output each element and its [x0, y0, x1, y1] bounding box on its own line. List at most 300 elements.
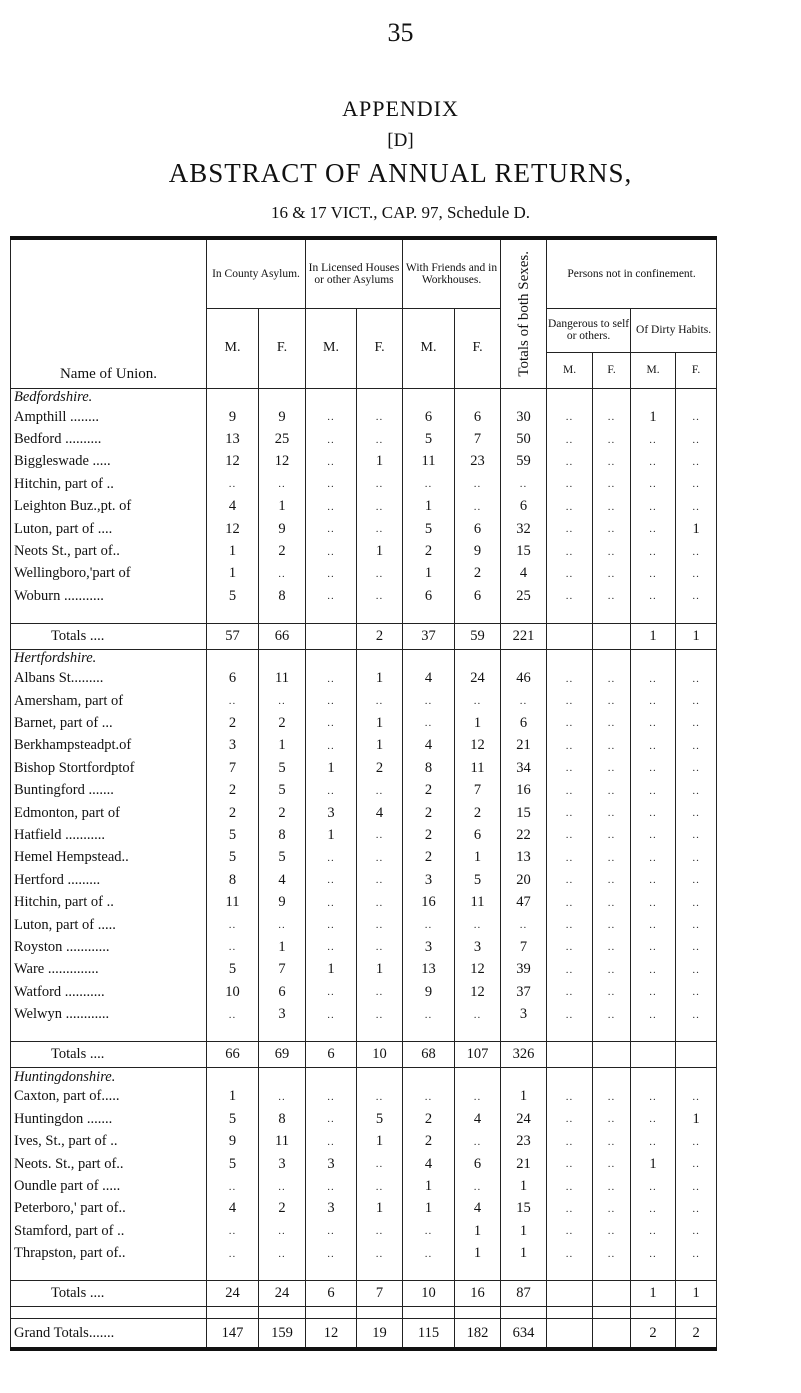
- table-cell: ..: [306, 690, 357, 712]
- grand-total-cell: 115: [403, 1319, 455, 1349]
- returns-table: [10, 236, 717, 1351]
- table-cell: 12: [455, 959, 501, 981]
- table-row: [11, 585, 717, 607]
- table-cell: 11: [259, 668, 306, 690]
- spacer-row: [11, 1026, 717, 1042]
- spacer-row: [11, 608, 717, 624]
- table-cell: 21: [501, 735, 547, 757]
- total-cell: 10: [403, 1281, 455, 1307]
- table-cell: 6: [455, 1153, 501, 1175]
- header-county-f: F.: [259, 308, 306, 388]
- union-name: Luton, part of .....: [11, 914, 207, 936]
- table-cell: ..: [631, 981, 676, 1003]
- table-cell: ..: [357, 1220, 403, 1242]
- union-name: Albans St.........: [11, 668, 207, 690]
- table-cell: 6: [501, 712, 547, 734]
- table-cell: 47: [501, 891, 547, 913]
- table-cell: 32: [501, 518, 547, 540]
- section-heading-row: [11, 650, 717, 668]
- union-name: Hitchin, part of ..: [11, 473, 207, 495]
- table-cell: 1: [357, 735, 403, 757]
- grand-total-cell: 182: [455, 1319, 501, 1349]
- empty-cell: [631, 650, 676, 668]
- table-row: [11, 936, 717, 958]
- table-cell: 11: [207, 891, 259, 913]
- table-cell: ..: [631, 712, 676, 734]
- table-cell: ..: [357, 585, 403, 607]
- table-row: [11, 1243, 717, 1265]
- table-cell: 30: [501, 406, 547, 428]
- table-cell: 1: [455, 1220, 501, 1242]
- table-cell: ..: [593, 1175, 631, 1197]
- table-cell: 6: [455, 585, 501, 607]
- table-cell: ..: [455, 914, 501, 936]
- table-cell: ..: [676, 1131, 717, 1153]
- table-cell: 3: [306, 802, 357, 824]
- table-cell: ..: [631, 1003, 676, 1025]
- table-cell: ..: [259, 1243, 306, 1265]
- header-dirty-m: M.: [631, 352, 676, 388]
- empty-cell: [207, 1265, 259, 1281]
- table-cell: ..: [676, 779, 717, 801]
- table-cell: ..: [306, 914, 357, 936]
- table-cell: ..: [547, 735, 593, 757]
- table-cell: 5: [207, 824, 259, 846]
- empty-cell: [593, 608, 631, 624]
- total-cell: 2: [357, 624, 403, 650]
- empty-cell: [547, 388, 593, 406]
- table-cell: ..: [357, 496, 403, 518]
- table-cell: ..: [306, 668, 357, 690]
- table-cell: 3: [403, 936, 455, 958]
- table-cell: ..: [547, 1175, 593, 1197]
- table-cell: ..: [547, 473, 593, 495]
- table-cell: ..: [631, 869, 676, 891]
- table-cell: 5: [207, 959, 259, 981]
- table-cell: 15: [501, 802, 547, 824]
- table-cell: 8: [259, 824, 306, 846]
- table-cell: 2: [403, 1131, 455, 1153]
- table-row: [11, 869, 717, 891]
- table-cell: 5: [207, 847, 259, 869]
- table-cell: 34: [501, 757, 547, 779]
- table-cell: ..: [357, 1175, 403, 1197]
- table-cell: ..: [357, 1003, 403, 1025]
- empty-cell: [11, 608, 207, 624]
- table-cell: ..: [306, 712, 357, 734]
- page-number: 35: [387, 18, 414, 47]
- table-cell: 1: [631, 1153, 676, 1175]
- total-cell: 66: [207, 1042, 259, 1068]
- empty-cell: [259, 1265, 306, 1281]
- table-cell: 2: [259, 540, 306, 562]
- table-cell: 1: [455, 712, 501, 734]
- table-cell: 7: [207, 757, 259, 779]
- table-cell: 9: [207, 406, 259, 428]
- table-cell: ..: [547, 540, 593, 562]
- totals-label: Totals ....: [11, 624, 207, 650]
- table-cell: ..: [676, 690, 717, 712]
- table-cell: 2: [455, 802, 501, 824]
- table-cell: ..: [676, 1003, 717, 1025]
- table-cell: 12: [207, 451, 259, 473]
- table-cell: 12: [207, 518, 259, 540]
- empty-cell: [676, 608, 717, 624]
- table-cell: 3: [306, 1198, 357, 1220]
- grand-totals-label: Grand Totals.......: [11, 1319, 207, 1349]
- table-cell: ..: [259, 563, 306, 585]
- empty-cell: [676, 388, 717, 406]
- union-name: Royston ............: [11, 936, 207, 958]
- table-cell: 9: [259, 891, 306, 913]
- total-cell: 66: [259, 624, 306, 650]
- table-row: [11, 406, 717, 428]
- table-cell: 7: [501, 936, 547, 958]
- empty-cell: [259, 650, 306, 668]
- table-cell: ..: [631, 690, 676, 712]
- table-cell: 2: [259, 1198, 306, 1220]
- table-cell: 4: [403, 735, 455, 757]
- table-cell: 50: [501, 428, 547, 450]
- table-cell: ..: [593, 936, 631, 958]
- table-cell: 13: [207, 428, 259, 450]
- table-cell: 5: [207, 1108, 259, 1130]
- empty-cell: [259, 388, 306, 406]
- table-cell: ..: [306, 1220, 357, 1242]
- appendix-heading: APPENDIX: [342, 96, 459, 121]
- returns-table-wrapper: [10, 236, 716, 1341]
- table-cell: ..: [259, 1086, 306, 1108]
- table-cell: ..: [676, 585, 717, 607]
- table-cell: ..: [676, 869, 717, 891]
- table-cell: ..: [207, 690, 259, 712]
- header-county-m: M.: [207, 308, 259, 388]
- table-cell: 6: [455, 824, 501, 846]
- table-cell: ..: [593, 712, 631, 734]
- total-cell: 68: [403, 1042, 455, 1068]
- empty-cell: [631, 1026, 676, 1042]
- union-name: Thrapston, part of..: [11, 1243, 207, 1265]
- empty-cell: [501, 650, 547, 668]
- totals-row: [11, 624, 717, 650]
- table-cell: ..: [631, 847, 676, 869]
- total-cell: [593, 1281, 631, 1307]
- table-row: [11, 1198, 717, 1220]
- table-cell: 3: [306, 1153, 357, 1175]
- table-cell: ..: [547, 712, 593, 734]
- table-cell: ..: [676, 891, 717, 913]
- total-cell: 6: [306, 1042, 357, 1068]
- table-row: [11, 891, 717, 913]
- table-cell: ..: [593, 757, 631, 779]
- total-cell: 107: [455, 1042, 501, 1068]
- union-name: Hertford .........: [11, 869, 207, 891]
- total-cell: 1: [631, 1281, 676, 1307]
- table-cell: ..: [631, 1108, 676, 1130]
- table-cell: 4: [403, 668, 455, 690]
- grand-total-cell: 2: [676, 1319, 717, 1349]
- union-name: Hatfield ...........: [11, 824, 207, 846]
- table-cell: ..: [547, 585, 593, 607]
- empty-cell: [259, 608, 306, 624]
- table-cell: 2: [403, 779, 455, 801]
- union-name: Bedford ..........: [11, 428, 207, 450]
- table-row: [11, 1153, 717, 1175]
- total-cell: 24: [207, 1281, 259, 1307]
- table-cell: ..: [631, 428, 676, 450]
- table-cell: ..: [357, 1243, 403, 1265]
- empty-cell: [501, 388, 547, 406]
- section-heading: Huntingdonshire.: [11, 1068, 207, 1086]
- table-row: [11, 451, 717, 473]
- table-cell: 1: [455, 847, 501, 869]
- empty-cell: [455, 1265, 501, 1281]
- table-cell: 1: [631, 406, 676, 428]
- table-cell: 4: [357, 802, 403, 824]
- table-cell: ..: [593, 1086, 631, 1108]
- empty-cell: [357, 388, 403, 406]
- table-cell: ..: [676, 1153, 717, 1175]
- table-row: [11, 735, 717, 757]
- table-row: [11, 847, 717, 869]
- table-cell: ..: [547, 496, 593, 518]
- table-cell: ..: [547, 959, 593, 981]
- table-cell: 3: [403, 869, 455, 891]
- table-cell: 3: [207, 735, 259, 757]
- table-cell: 12: [455, 981, 501, 1003]
- union-name: Wellingboro,'part of: [11, 563, 207, 585]
- table-cell: 9: [259, 518, 306, 540]
- table-cell: ..: [306, 451, 357, 473]
- total-cell: 10: [357, 1042, 403, 1068]
- table-cell: ..: [306, 981, 357, 1003]
- table-cell: ..: [593, 585, 631, 607]
- table-cell: 5: [259, 847, 306, 869]
- table-cell: 1: [357, 668, 403, 690]
- table-row: [11, 959, 717, 981]
- table-cell: 11: [455, 891, 501, 913]
- table-cell: ..: [547, 802, 593, 824]
- table-cell: ..: [306, 891, 357, 913]
- table-cell: ..: [207, 914, 259, 936]
- empty-cell: [593, 1026, 631, 1042]
- table-row: [11, 824, 717, 846]
- empty-cell: [547, 608, 593, 624]
- total-cell: [547, 624, 593, 650]
- empty-cell: [306, 1265, 357, 1281]
- table-cell: ..: [631, 1131, 676, 1153]
- table-cell: 1: [357, 540, 403, 562]
- table-cell: ..: [357, 1086, 403, 1108]
- table-cell: 6: [403, 406, 455, 428]
- totals-row: [11, 1281, 717, 1307]
- table-cell: 16: [501, 779, 547, 801]
- table-cell: 1: [501, 1220, 547, 1242]
- header-licensed-m: M.: [306, 308, 357, 388]
- table-cell: ..: [306, 869, 357, 891]
- union-name: Hitchin, part of ..: [11, 891, 207, 913]
- table-cell: ..: [547, 1131, 593, 1153]
- table-cell: ..: [306, 1086, 357, 1108]
- table-cell: ..: [306, 1131, 357, 1153]
- empty-cell: [207, 388, 259, 406]
- empty-cell: [631, 388, 676, 406]
- table-cell: ..: [259, 914, 306, 936]
- header-dirty-f: F.: [676, 352, 717, 388]
- empty-cell: [259, 1026, 306, 1042]
- table-cell: ..: [357, 824, 403, 846]
- empty-cell: [403, 1068, 455, 1086]
- table-row: [11, 540, 717, 562]
- table-cell: ..: [547, 563, 593, 585]
- table-cell: 1: [501, 1086, 547, 1108]
- table-cell: 23: [501, 1131, 547, 1153]
- table-cell: ..: [676, 1220, 717, 1242]
- table-cell: 5: [207, 1153, 259, 1175]
- table-cell: 46: [501, 668, 547, 690]
- table-cell: ..: [306, 847, 357, 869]
- table-cell: 2: [403, 824, 455, 846]
- table-cell: 5: [259, 757, 306, 779]
- union-name: Watford ...........: [11, 981, 207, 1003]
- union-name: Huntingdon .......: [11, 1108, 207, 1130]
- empty-cell: [11, 1265, 207, 1281]
- table-cell: ..: [455, 1003, 501, 1025]
- table-cell: ..: [593, 959, 631, 981]
- table-cell: 59: [501, 451, 547, 473]
- table-cell: 4: [207, 496, 259, 518]
- header-totals-both-sexes-text: Totals of both Sexes.: [515, 250, 532, 377]
- header-dangerous-f: F.: [593, 352, 631, 388]
- grand-totals-row: [11, 1319, 717, 1349]
- table-cell: ..: [676, 936, 717, 958]
- table-cell: ..: [357, 473, 403, 495]
- grand-total-cell: 12: [306, 1319, 357, 1349]
- table-cell: ..: [547, 757, 593, 779]
- union-name: Barnet, part of ...: [11, 712, 207, 734]
- table-cell: ..: [501, 690, 547, 712]
- table-cell: ..: [403, 473, 455, 495]
- table-cell: 1: [357, 959, 403, 981]
- table-cell: ..: [306, 518, 357, 540]
- union-name: Ware ..............: [11, 959, 207, 981]
- header-friends-m: M.: [403, 308, 455, 388]
- table-cell: ..: [676, 712, 717, 734]
- header-totals-both-sexes: [501, 238, 547, 388]
- table-cell: 1: [207, 540, 259, 562]
- table-cell: ..: [676, 473, 717, 495]
- table-cell: ..: [455, 1086, 501, 1108]
- table-row: [11, 428, 717, 450]
- table-cell: 5: [357, 1108, 403, 1130]
- table-cell: ..: [306, 779, 357, 801]
- empty-cell: [357, 608, 403, 624]
- table-cell: 11: [455, 757, 501, 779]
- union-name: Stamford, part of ..: [11, 1220, 207, 1242]
- table-cell: ..: [207, 1243, 259, 1265]
- table-cell: ..: [631, 1086, 676, 1108]
- table-cell: ..: [631, 1175, 676, 1197]
- section-heading-row: [11, 388, 717, 406]
- total-cell: [593, 1042, 631, 1068]
- table-cell: 2: [403, 1108, 455, 1130]
- table-cell: ..: [547, 914, 593, 936]
- empty-cell: [357, 1068, 403, 1086]
- table-cell: ..: [593, 1108, 631, 1130]
- table-cell: ..: [631, 779, 676, 801]
- table-cell: ..: [593, 496, 631, 518]
- empty-cell: [501, 1026, 547, 1042]
- table-cell: 9: [403, 981, 455, 1003]
- table-cell: 5: [207, 585, 259, 607]
- table-cell: ..: [547, 981, 593, 1003]
- table-cell: 22: [501, 824, 547, 846]
- table-cell: ..: [259, 690, 306, 712]
- table-cell: 1: [259, 496, 306, 518]
- empty-cell: [357, 1307, 403, 1319]
- header-with-friends: With Friends and in Workhouses.: [403, 238, 501, 308]
- table-cell: ..: [676, 406, 717, 428]
- table-cell: 2: [259, 712, 306, 734]
- table-cell: 1: [403, 1198, 455, 1220]
- table-cell: 13: [403, 959, 455, 981]
- table-row: [11, 473, 717, 495]
- table-cell: ..: [593, 824, 631, 846]
- table-cell: ..: [593, 869, 631, 891]
- grand-total-cell: [547, 1319, 593, 1349]
- table-cell: ..: [306, 1108, 357, 1130]
- table-cell: ..: [593, 690, 631, 712]
- table-cell: ..: [676, 847, 717, 869]
- table-cell: ..: [357, 428, 403, 450]
- table-cell: 8: [259, 585, 306, 607]
- empty-cell: [547, 650, 593, 668]
- table-cell: ..: [547, 869, 593, 891]
- grand-total-cell: [593, 1319, 631, 1349]
- table-cell: ..: [357, 779, 403, 801]
- empty-cell: [403, 1307, 455, 1319]
- empty-cell: [357, 1265, 403, 1281]
- table-cell: 2: [403, 847, 455, 869]
- table-cell: 8: [403, 757, 455, 779]
- table-cell: ..: [259, 1220, 306, 1242]
- total-cell: 6: [306, 1281, 357, 1307]
- table-cell: ..: [631, 451, 676, 473]
- table-row: [11, 802, 717, 824]
- empty-cell: [501, 1068, 547, 1086]
- table-cell: ..: [357, 869, 403, 891]
- table-cell: ..: [547, 936, 593, 958]
- total-cell: 57: [207, 624, 259, 650]
- union-name: Caxton, part of.....: [11, 1086, 207, 1108]
- empty-cell: [676, 1307, 717, 1319]
- empty-cell: [676, 1265, 717, 1281]
- table-cell: 1: [501, 1243, 547, 1265]
- table-cell: ..: [676, 1243, 717, 1265]
- table-cell: ..: [593, 1131, 631, 1153]
- table-row: [11, 1086, 717, 1108]
- union-name: Ives, St., part of ..: [11, 1131, 207, 1153]
- table-cell: 5: [403, 518, 455, 540]
- table-cell: ..: [593, 1243, 631, 1265]
- empty-cell: [306, 1068, 357, 1086]
- total-cell: 326: [501, 1042, 547, 1068]
- table-cell: 16: [403, 891, 455, 913]
- table-cell: ..: [631, 735, 676, 757]
- table-cell: ..: [631, 668, 676, 690]
- table-cell: ..: [547, 690, 593, 712]
- total-cell: [306, 624, 357, 650]
